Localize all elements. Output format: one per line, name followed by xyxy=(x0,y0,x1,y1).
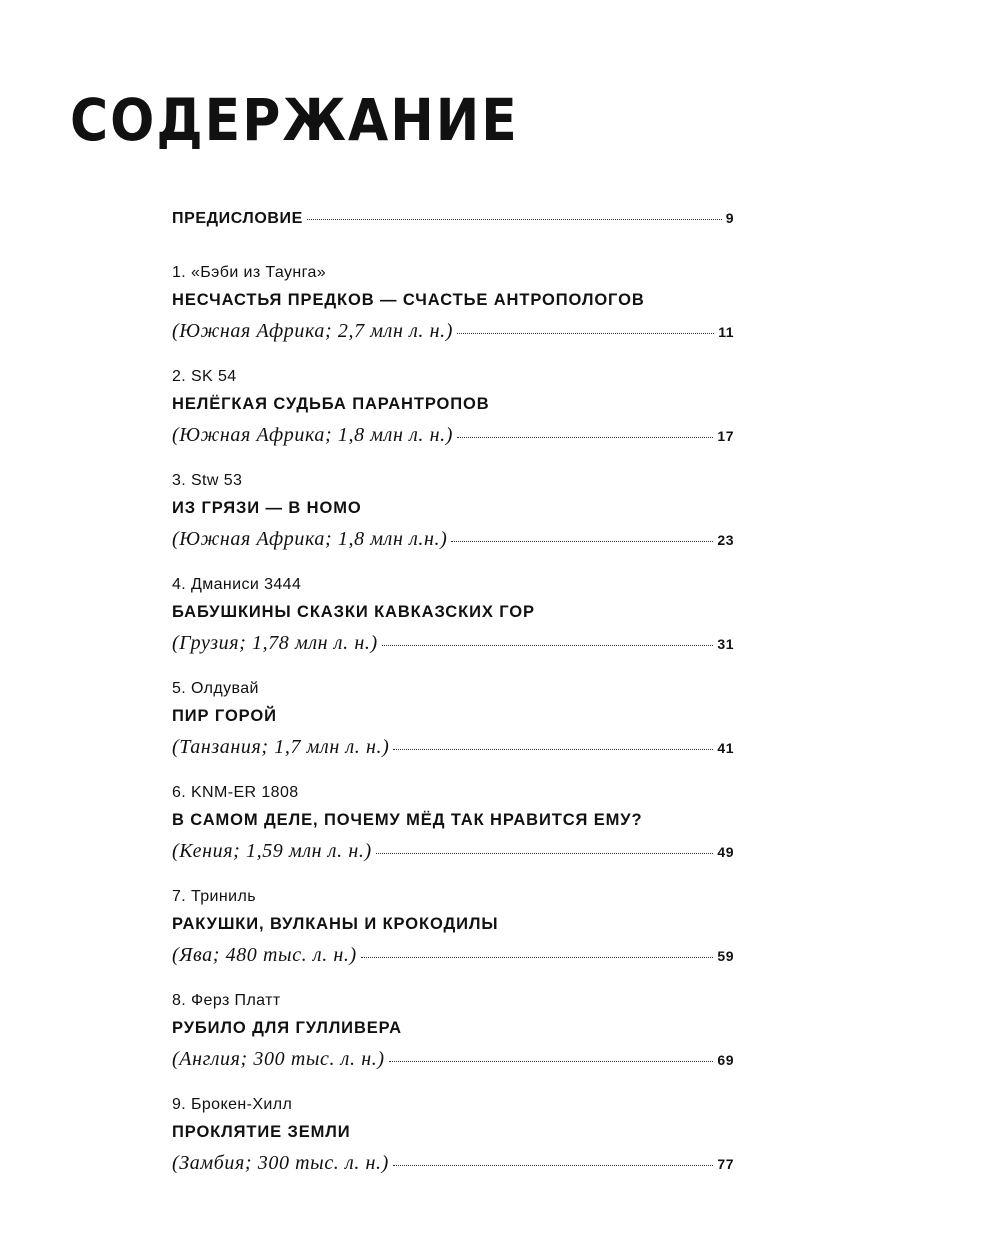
chapter-subtitle-row xyxy=(172,420,734,451)
chapter-label: 9. Брокен-Хилл xyxy=(172,1096,293,1113)
chapter-title: РАКУШКИ, ВУЛКАНЫ И КРОКОДИЛЫ xyxy=(172,915,499,933)
toc-entry-chapter-9[interactable] xyxy=(172,1092,734,1179)
toc-entry-chapter-5[interactable] xyxy=(172,676,734,763)
chapter-subtitle: (Замбия; 300 тыс. л. н.) xyxy=(172,1152,389,1174)
dot-leader xyxy=(361,957,714,958)
chapter-subtitle-row xyxy=(172,316,734,347)
chapter-title: ПИР ГОРОЙ xyxy=(172,707,277,725)
chapter-label: 7. Триниль xyxy=(172,888,256,905)
chapter-subtitle: (Грузия; 1,78 млн л. н.) xyxy=(172,632,378,654)
chapter-subtitle-row xyxy=(172,628,734,659)
chapter-subtitle: (Южная Африка; 2,7 млн л. н.) xyxy=(172,320,454,342)
chapter-subtitle: (Танзания; 1,7 млн л. н.) xyxy=(172,736,390,758)
chapter-subtitle: (Южная Африка; 1,8 млн л.н.) xyxy=(172,528,448,550)
toc-entry-chapter-8[interactable] xyxy=(172,988,734,1075)
chapter-subtitle: (Ява; 480 тыс. л. н.) xyxy=(172,944,357,966)
chapter-label: 4. Дманиси 3444 xyxy=(172,576,302,593)
page-number: 49 xyxy=(717,844,734,860)
page-number: 31 xyxy=(717,636,734,652)
chapter-title: В САМОМ ДЕЛЕ, ПОЧЕМУ МЁД ТАК НРАВИТСЯ ЕМУ? xyxy=(172,811,643,829)
toc-entry-chapter-1[interactable] xyxy=(172,260,734,347)
page-number: 9 xyxy=(725,210,734,226)
page-number: 59 xyxy=(717,948,734,964)
chapter-title: НЕЛЁГКАЯ СУДЬБА ПАРАНТРОПОВ xyxy=(172,395,490,413)
chapter-label: 1. «Бэби из Таунга» xyxy=(172,264,327,281)
toc-entry-chapter-6[interactable] xyxy=(172,780,734,867)
chapter-subtitle-row xyxy=(172,1148,734,1179)
page-title: СОДЕРЖАНИЕ xyxy=(70,87,519,155)
chapter-title: БАБУШКИНЫ СКАЗКИ КАВКАЗСКИХ ГОР xyxy=(172,603,535,621)
chapter-label: 2. SK 54 xyxy=(172,368,237,385)
dot-leader xyxy=(457,437,713,438)
dot-leader xyxy=(389,1061,714,1062)
dot-leader xyxy=(393,749,713,750)
chapter-subtitle: (Англия; 300 тыс. л. н.) xyxy=(172,1048,385,1070)
chapter-label: 5. Олдувай xyxy=(172,680,259,697)
dot-leader xyxy=(393,1165,714,1166)
dot-leader xyxy=(307,219,722,220)
chapter-subtitle-row xyxy=(172,836,734,867)
chapter-label: 6. KNM-ER 1808 xyxy=(172,784,299,801)
dot-leader xyxy=(451,541,713,542)
chapter-subtitle-row xyxy=(172,940,734,971)
toc-entry-chapter-3[interactable] xyxy=(172,468,734,555)
chapter-title: РУБИЛО ДЛЯ ГУЛЛИВЕРА xyxy=(172,1019,402,1037)
page-number: 77 xyxy=(717,1156,734,1172)
dot-leader xyxy=(382,645,714,646)
page-number: 41 xyxy=(717,740,734,756)
table-of-contents xyxy=(172,210,734,1179)
toc-entry-preface[interactable] xyxy=(172,210,734,242)
chapter-label: 8. Ферз Платт xyxy=(172,992,281,1009)
chapter-subtitle-row xyxy=(172,732,734,763)
chapter-title: ПРОКЛЯТИЕ ЗЕМЛИ xyxy=(172,1123,351,1141)
dot-leader xyxy=(376,853,714,854)
chapter-label: 3. Stw 53 xyxy=(172,472,243,489)
page-number: 23 xyxy=(717,532,734,548)
chapter-subtitle-row xyxy=(172,524,734,555)
toc-entry-chapter-7[interactable] xyxy=(172,884,734,971)
chapter-subtitle: (Кения; 1,59 млн л. н.) xyxy=(172,840,372,862)
toc-entry-chapter-2[interactable] xyxy=(172,364,734,451)
chapter-title: НЕСЧАСТЬЯ ПРЕДКОВ — СЧАСТЬЕ АНТРОПОЛОГОВ xyxy=(172,291,645,309)
chapter-subtitle-row xyxy=(172,1044,734,1075)
page-number: 17 xyxy=(717,428,734,444)
chapter-subtitle: (Южная Африка; 1,8 млн л. н.) xyxy=(172,424,454,446)
chapter-title: ИЗ ГРЯЗИ — В НОМО xyxy=(172,499,362,517)
dot-leader xyxy=(457,333,714,334)
page-number: 69 xyxy=(717,1052,734,1068)
toc-entry-chapter-4[interactable] xyxy=(172,572,734,659)
page-number: 11 xyxy=(718,324,734,340)
preface-title: ПРЕДИСЛОВИЕ xyxy=(172,210,303,227)
